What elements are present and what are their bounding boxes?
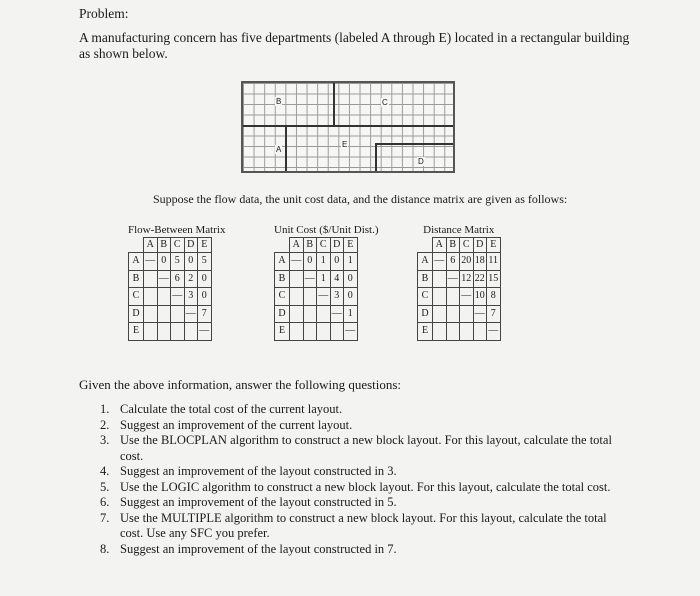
matrix-cell: 11: [487, 253, 501, 271]
matrix-cell: 12: [460, 270, 474, 288]
matrix-cell: —: [433, 253, 447, 271]
matrix-cell: —: [487, 323, 501, 341]
matrix-cell: [433, 288, 447, 306]
matrix-cell: [446, 288, 460, 306]
matrix-cell: —: [446, 270, 460, 288]
col-header: C: [317, 238, 331, 253]
question-item: [100, 511, 615, 542]
dept-label-e: E: [342, 140, 348, 149]
matrix-cell: [433, 305, 447, 323]
row-header: C: [129, 288, 144, 306]
col-header: A: [290, 238, 304, 253]
col-header: A: [433, 238, 447, 253]
question-item: [100, 495, 615, 511]
matrix-cell: [460, 305, 474, 323]
row-header: C: [418, 288, 433, 306]
matrix-cell: [144, 323, 158, 341]
matrix-cell: 0: [330, 253, 344, 271]
col-header: D: [184, 238, 198, 253]
problem-heading: Problem:: [79, 6, 129, 21]
col-header: B: [446, 238, 460, 253]
matrix-cell: 8: [487, 288, 501, 306]
col-header: C: [460, 238, 474, 253]
question-item: [100, 433, 615, 464]
layout-divider: [333, 83, 335, 125]
data-intro-text: Suppose the flow data, the unit cost data, and the distance matrix are given as follows:: [153, 192, 568, 206]
matrix-cell: 0: [198, 288, 212, 306]
matrix-cell: [317, 305, 331, 323]
matrix-cell: [433, 323, 447, 341]
question-text: Suggest an improvement of the layout constructed in 5.: [120, 495, 397, 509]
matrix-cell: 4: [330, 270, 344, 288]
question-number: 4.: [100, 464, 110, 478]
building-layout: [241, 81, 455, 173]
layout-divider: [375, 143, 453, 145]
matrix-cell: 7: [198, 305, 212, 323]
matrix-cell: [446, 323, 460, 341]
matrix-cell: 7: [487, 305, 501, 323]
col-header: C: [171, 238, 185, 253]
matrix-cell: [290, 305, 304, 323]
matrix-table: [128, 237, 212, 341]
questions-list: [100, 402, 615, 557]
matrix-cell: —: [290, 253, 304, 271]
matrix-cell: 1: [317, 253, 331, 271]
question-text: Calculate the total cost of the current layout.: [120, 402, 343, 416]
matrix-cell: 0: [303, 253, 317, 271]
matrix-cell: [433, 270, 447, 288]
matrix-cell: —: [157, 270, 171, 288]
question-text: Suggest an improvement of the layout constructed in 3.: [120, 464, 397, 478]
col-header: B: [157, 238, 171, 253]
matrix-cell: 18: [473, 253, 487, 271]
row-header: B: [418, 270, 433, 288]
row-header: D: [275, 305, 290, 323]
question-number: 8.: [100, 541, 110, 556]
unit-cost-matrix: [274, 224, 379, 341]
matrix-cell: 1: [344, 253, 358, 271]
question-number: 3.: [100, 433, 110, 447]
problem-intro: A manufacturing concern has five departments (labeled A through E) located in a rectangular building as shown below.: [79, 30, 630, 61]
matrix-title: Unit Cost ($/Unit Dist.): [274, 224, 379, 236]
matrix-cell: [171, 323, 185, 341]
question-text: Use the BLOCPLAN algorithm to construct a new block layout. For this layout, calculate the total cost.: [120, 433, 612, 463]
col-header: D: [330, 238, 344, 253]
matrix-title: Flow-Between Matrix: [128, 224, 226, 236]
matrix-cell: [290, 323, 304, 341]
layout-divider: [375, 143, 377, 171]
question-text: Use the LOGIC algorithm to construct a new block layout. For this layout, calculate the total cost.: [120, 479, 611, 494]
dept-label-a: A: [276, 145, 282, 154]
row-header: B: [275, 270, 290, 288]
question-text: Use the MULTIPLE algorithm to construct a new block layout. For this layout, calculate the total cost. Use any SFC you prefer.: [120, 510, 607, 540]
matrix-cell: [290, 270, 304, 288]
questions-heading: Given the above information, answer the following questions:: [79, 377, 402, 392]
matrix-cell: 6: [446, 253, 460, 271]
row-header: E: [418, 323, 433, 341]
matrix-cell: 22: [473, 270, 487, 288]
matrix-cell: [446, 305, 460, 323]
matrix-table: [274, 237, 358, 341]
matrix-cell: 0: [157, 253, 171, 271]
matrix-title: Distance Matrix: [423, 224, 495, 236]
question-number: 6.: [100, 495, 110, 509]
question-number: 1.: [100, 402, 110, 416]
matrix-cell: —: [460, 288, 474, 306]
distance-matrix: [417, 224, 501, 341]
question-text: Suggest an improvement of the current layout.: [120, 417, 353, 432]
col-header: D: [473, 238, 487, 253]
matrix-cell: —: [344, 323, 358, 341]
matrix-cell: 3: [184, 288, 198, 306]
matrix-cell: [144, 305, 158, 323]
row-header: B: [129, 270, 144, 288]
matrix-cell: 6: [171, 270, 185, 288]
dept-label-d: D: [418, 157, 424, 166]
matrix-cell: —: [303, 270, 317, 288]
matrix-cell: 0: [198, 270, 212, 288]
question-item: [100, 542, 615, 558]
layout-divider: [285, 125, 287, 171]
matrix-cell: [473, 323, 487, 341]
matrix-cell: [303, 288, 317, 306]
matrix-cell: [303, 323, 317, 341]
question-item: [100, 418, 615, 434]
question-number: 5.: [100, 479, 110, 494]
question-item: [100, 402, 615, 418]
dept-label-c: C: [382, 98, 388, 107]
col-header: E: [487, 238, 501, 253]
question-item: [100, 464, 615, 480]
matrix-cell: —: [330, 305, 344, 323]
matrix-table: [417, 237, 501, 341]
matrix-cell: [317, 323, 331, 341]
row-header: E: [129, 323, 144, 341]
matrix-cell: 2: [184, 270, 198, 288]
col-header: E: [198, 238, 212, 253]
row-header: D: [129, 305, 144, 323]
matrix-cell: [460, 323, 474, 341]
matrix-cell: —: [473, 305, 487, 323]
matrix-cell: —: [144, 253, 158, 271]
matrix-cell: 15: [487, 270, 501, 288]
flow-between-matrix: [128, 224, 225, 341]
row-header: D: [418, 305, 433, 323]
matrix-cell: 3: [330, 288, 344, 306]
col-header: A: [144, 238, 158, 253]
matrix-cell: [157, 288, 171, 306]
matrix-cell: 0: [184, 253, 198, 271]
question-number: 2.: [100, 417, 110, 432]
matrix-cell: [330, 323, 344, 341]
dept-label-b: B: [276, 97, 282, 106]
matrix-cell: 0: [344, 288, 358, 306]
matrix-cell: [144, 270, 158, 288]
matrix-cell: [290, 288, 304, 306]
matrix-cell: [144, 288, 158, 306]
question-text: Suggest an improvement of the layout constructed in 7.: [120, 541, 397, 556]
matrix-cell: 1: [344, 305, 358, 323]
matrix-cell: 5: [171, 253, 185, 271]
matrix-cell: [157, 305, 171, 323]
matrix-cell: 1: [317, 270, 331, 288]
matrix-cell: 10: [473, 288, 487, 306]
row-header: E: [275, 323, 290, 341]
col-header: E: [344, 238, 358, 253]
matrix-cell: [184, 323, 198, 341]
row-header: A: [129, 253, 144, 271]
matrix-cell: [171, 305, 185, 323]
matrix-cell: 5: [198, 253, 212, 271]
col-header: B: [303, 238, 317, 253]
matrix-cell: —: [184, 305, 198, 323]
row-header: A: [418, 253, 433, 271]
row-header: A: [275, 253, 290, 271]
matrix-cell: [303, 305, 317, 323]
matrix-cell: —: [171, 288, 185, 306]
question-number: 7.: [100, 510, 110, 525]
row-header: C: [275, 288, 290, 306]
matrix-cell: [157, 323, 171, 341]
matrix-cell: —: [317, 288, 331, 306]
matrix-cell: 20: [460, 253, 474, 271]
matrix-cell: 0: [344, 270, 358, 288]
matrix-cell: —: [198, 323, 212, 341]
question-item: [100, 480, 615, 496]
layout-divider: [243, 125, 453, 127]
